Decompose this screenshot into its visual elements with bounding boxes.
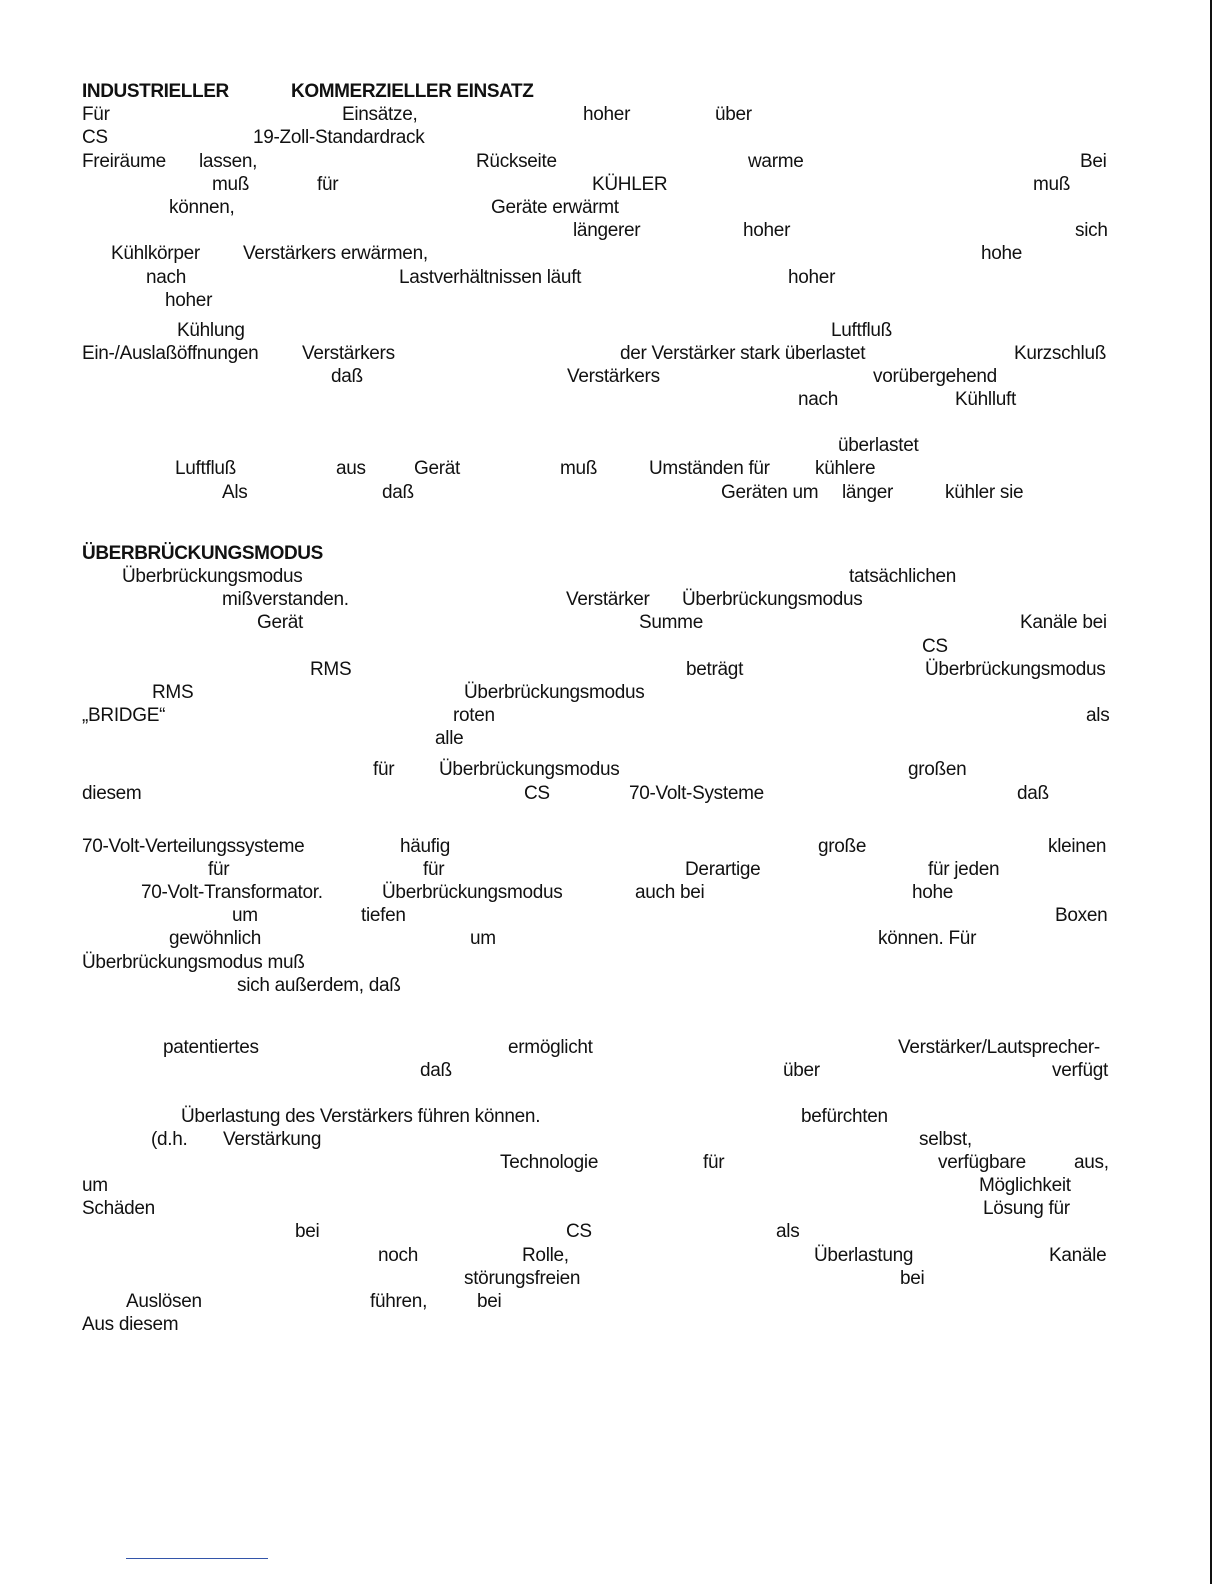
text-fragment: als bbox=[1086, 705, 1110, 726]
text-fragment: Überbrückungsmodus bbox=[439, 759, 620, 780]
text-fragment: Kanäle bbox=[1049, 1245, 1107, 1266]
text-fragment: hohe bbox=[912, 882, 954, 903]
text-fragment: roten bbox=[453, 705, 495, 726]
text-fragment: störungsfreien bbox=[464, 1268, 581, 1289]
text-fragment: RMS bbox=[310, 659, 352, 680]
text-fragment: Kurzschluß bbox=[1014, 343, 1107, 364]
text-fragment: Möglichkeit bbox=[979, 1175, 1071, 1196]
text-fragment: Umständen für bbox=[649, 458, 770, 479]
text-fragment: kühlere bbox=[815, 458, 876, 479]
text-fragment: Verstärkers bbox=[302, 343, 395, 364]
text-fragment: muß bbox=[560, 458, 598, 479]
text-fragment: häufig bbox=[400, 836, 450, 857]
text-fragment: kühler sie bbox=[945, 482, 1024, 503]
text-fragment: 70-Volt-Transformator. bbox=[141, 882, 323, 903]
text-fragment: Verstärkung bbox=[223, 1129, 322, 1150]
text-fragment: verfügbare bbox=[938, 1152, 1026, 1173]
text-fragment: beträgt bbox=[686, 659, 744, 680]
text-fragment: aus, bbox=[1074, 1152, 1109, 1173]
text-fragment: Kanäle bei bbox=[1020, 612, 1107, 633]
text-fragment: hoher bbox=[788, 267, 836, 288]
text-fragment: selbst, bbox=[919, 1129, 972, 1150]
text-fragment: Überbrückungsmodus bbox=[382, 882, 563, 903]
text-fragment: patentiertes bbox=[163, 1037, 259, 1058]
text-fragment: 70-Volt-Verteilungssysteme bbox=[82, 836, 305, 857]
text-fragment: Kühlung bbox=[177, 320, 245, 341]
text-fragment: verfügt bbox=[1052, 1060, 1108, 1081]
text-fragment: Überbrückungsmodus bbox=[464, 682, 645, 703]
text-fragment: alle bbox=[435, 728, 464, 749]
text-fragment: Auslösen bbox=[126, 1291, 202, 1312]
text-fragment: auch bei bbox=[635, 882, 705, 903]
text-fragment: muß bbox=[212, 174, 250, 195]
text-fragment: großen bbox=[908, 759, 967, 780]
text-fragment: Technologie bbox=[500, 1152, 599, 1173]
text-fragment: nach bbox=[146, 267, 187, 288]
text-fragment: um bbox=[82, 1175, 108, 1196]
text-fragment: 70-Volt-Systeme bbox=[629, 783, 764, 804]
text-fragment: bei bbox=[477, 1291, 502, 1312]
text-fragment: Summe bbox=[639, 612, 703, 633]
text-fragment: um bbox=[470, 928, 496, 949]
text-fragment: warme bbox=[748, 151, 804, 172]
text-fragment: Geräte erwärmt bbox=[491, 197, 619, 218]
text-fragment: Für bbox=[82, 104, 110, 125]
text-fragment: daß bbox=[382, 482, 414, 503]
text-fragment: kleinen bbox=[1048, 836, 1107, 857]
text-fragment: länger bbox=[842, 482, 894, 503]
text-fragment: Derartige bbox=[685, 859, 761, 880]
text-fragment: Verstärker/Lautsprecher- bbox=[898, 1037, 1100, 1058]
text-fragment: daß bbox=[420, 1060, 452, 1081]
text-fragment: daß bbox=[1017, 783, 1049, 804]
text-fragment: für bbox=[208, 859, 230, 880]
text-fragment: für bbox=[317, 174, 339, 195]
text-fragment: Rolle, bbox=[522, 1245, 569, 1266]
text-fragment: um bbox=[232, 905, 258, 926]
text-fragment: hoher bbox=[165, 290, 213, 311]
text-fragment: CS bbox=[82, 127, 108, 148]
text-fragment: Überbrückungsmodus bbox=[925, 659, 1106, 680]
text-fragment: Verstärkers erwärmen, bbox=[243, 243, 428, 264]
text-fragment: können. Für bbox=[878, 928, 977, 949]
text-fragment: aus bbox=[336, 458, 366, 479]
text-fragment: für bbox=[703, 1152, 725, 1173]
text-fragment: Kühlluft bbox=[955, 389, 1016, 410]
text-fragment: Luftfluß bbox=[831, 320, 892, 341]
text-fragment: Rückseite bbox=[476, 151, 557, 172]
text-fragment: (d.h. bbox=[151, 1129, 188, 1150]
text-fragment: Freiräume bbox=[82, 151, 166, 172]
text-fragment: befürchten bbox=[801, 1106, 888, 1127]
text-fragment: Gerät bbox=[257, 612, 304, 633]
text-fragment: Aus diesem bbox=[82, 1314, 179, 1335]
text-fragment: Überlastung des Verstärkers führen können. bbox=[181, 1106, 541, 1127]
text-fragment: der Verstärker stark überlastet bbox=[620, 343, 866, 364]
text-fragment: können, bbox=[169, 197, 235, 218]
text-fragment: Lösung für bbox=[983, 1198, 1070, 1219]
section-heading-bridge-mode: ÜBERBRÜCKUNGSMODUS bbox=[82, 543, 323, 564]
text-fragment: Als bbox=[222, 482, 248, 503]
text-fragment: längerer bbox=[573, 220, 641, 241]
text-fragment: Überbrückungsmodus bbox=[682, 589, 863, 610]
text-fragment: vorübergehend bbox=[873, 366, 997, 387]
section-heading-commercial: KOMMERZIELLER EINSATZ bbox=[291, 81, 534, 102]
text-fragment: führen, bbox=[370, 1291, 428, 1312]
text-fragment: CS bbox=[566, 1221, 592, 1242]
text-fragment: hohe bbox=[981, 243, 1023, 264]
text-fragment: mißverstanden. bbox=[222, 589, 349, 610]
text-fragment: bei bbox=[295, 1221, 320, 1242]
text-fragment: sich außerdem, daß bbox=[237, 975, 401, 996]
text-fragment: über bbox=[715, 104, 752, 125]
text-fragment: ermöglicht bbox=[508, 1037, 593, 1058]
text-fragment: für bbox=[423, 859, 445, 880]
text-fragment: Bei bbox=[1080, 151, 1107, 172]
text-fragment: tatsächlichen bbox=[849, 566, 957, 587]
text-fragment: diesem bbox=[82, 783, 142, 804]
text-fragment: Ein-/Auslaßöffnungen bbox=[82, 343, 259, 364]
text-fragment: CS bbox=[922, 636, 948, 657]
text-fragment: Boxen bbox=[1055, 905, 1108, 926]
text-fragment: Verstärkers bbox=[567, 366, 660, 387]
right-margin-rule bbox=[1210, 0, 1212, 1584]
text-fragment: daß bbox=[331, 366, 363, 387]
section-heading-industrial: INDUSTRIELLER bbox=[82, 81, 229, 102]
text-fragment: RMS bbox=[152, 682, 194, 703]
text-fragment: Überbrückungsmodus bbox=[122, 566, 303, 587]
text-fragment: Luftfluß bbox=[175, 458, 236, 479]
text-fragment: tiefen bbox=[361, 905, 406, 926]
text-fragment: muß bbox=[1033, 174, 1071, 195]
text-fragment: Kühlkörper bbox=[111, 243, 200, 264]
text-fragment: Überlastung bbox=[814, 1245, 914, 1266]
text-fragment: 19-Zoll-Standardrack bbox=[253, 127, 425, 148]
text-fragment: bei bbox=[900, 1268, 925, 1289]
text-fragment: Verstärker bbox=[566, 589, 650, 610]
text-fragment: für jeden bbox=[928, 859, 1000, 880]
text-fragment: als bbox=[776, 1221, 800, 1242]
text-fragment: „BRIDGE“ bbox=[82, 705, 166, 726]
text-fragment: Gerät bbox=[414, 458, 461, 479]
text-fragment: für bbox=[373, 759, 395, 780]
text-fragment: hoher bbox=[583, 104, 631, 125]
text-fragment: KÜHLER bbox=[592, 174, 668, 195]
text-fragment: Einsätze, bbox=[342, 104, 418, 125]
text-fragment: nach bbox=[798, 389, 839, 410]
text-fragment: über bbox=[783, 1060, 820, 1081]
text-fragment: Lastverhältnissen läuft bbox=[399, 267, 582, 288]
text-fragment: hoher bbox=[743, 220, 791, 241]
text-fragment: noch bbox=[378, 1245, 419, 1266]
text-fragment: sich bbox=[1075, 220, 1108, 241]
text-fragment: große bbox=[818, 836, 867, 857]
text-fragment: Schäden bbox=[82, 1198, 155, 1219]
text-fragment: Überbrückungsmodus muß bbox=[82, 952, 305, 973]
text-fragment: lassen, bbox=[199, 151, 258, 172]
text-fragment: Geräten um bbox=[721, 482, 819, 503]
text-fragment: gewöhnlich bbox=[169, 928, 262, 949]
footnote-separator-line bbox=[126, 1558, 268, 1559]
text-fragment: CS bbox=[524, 783, 550, 804]
text-fragment: überlastet bbox=[838, 435, 919, 456]
